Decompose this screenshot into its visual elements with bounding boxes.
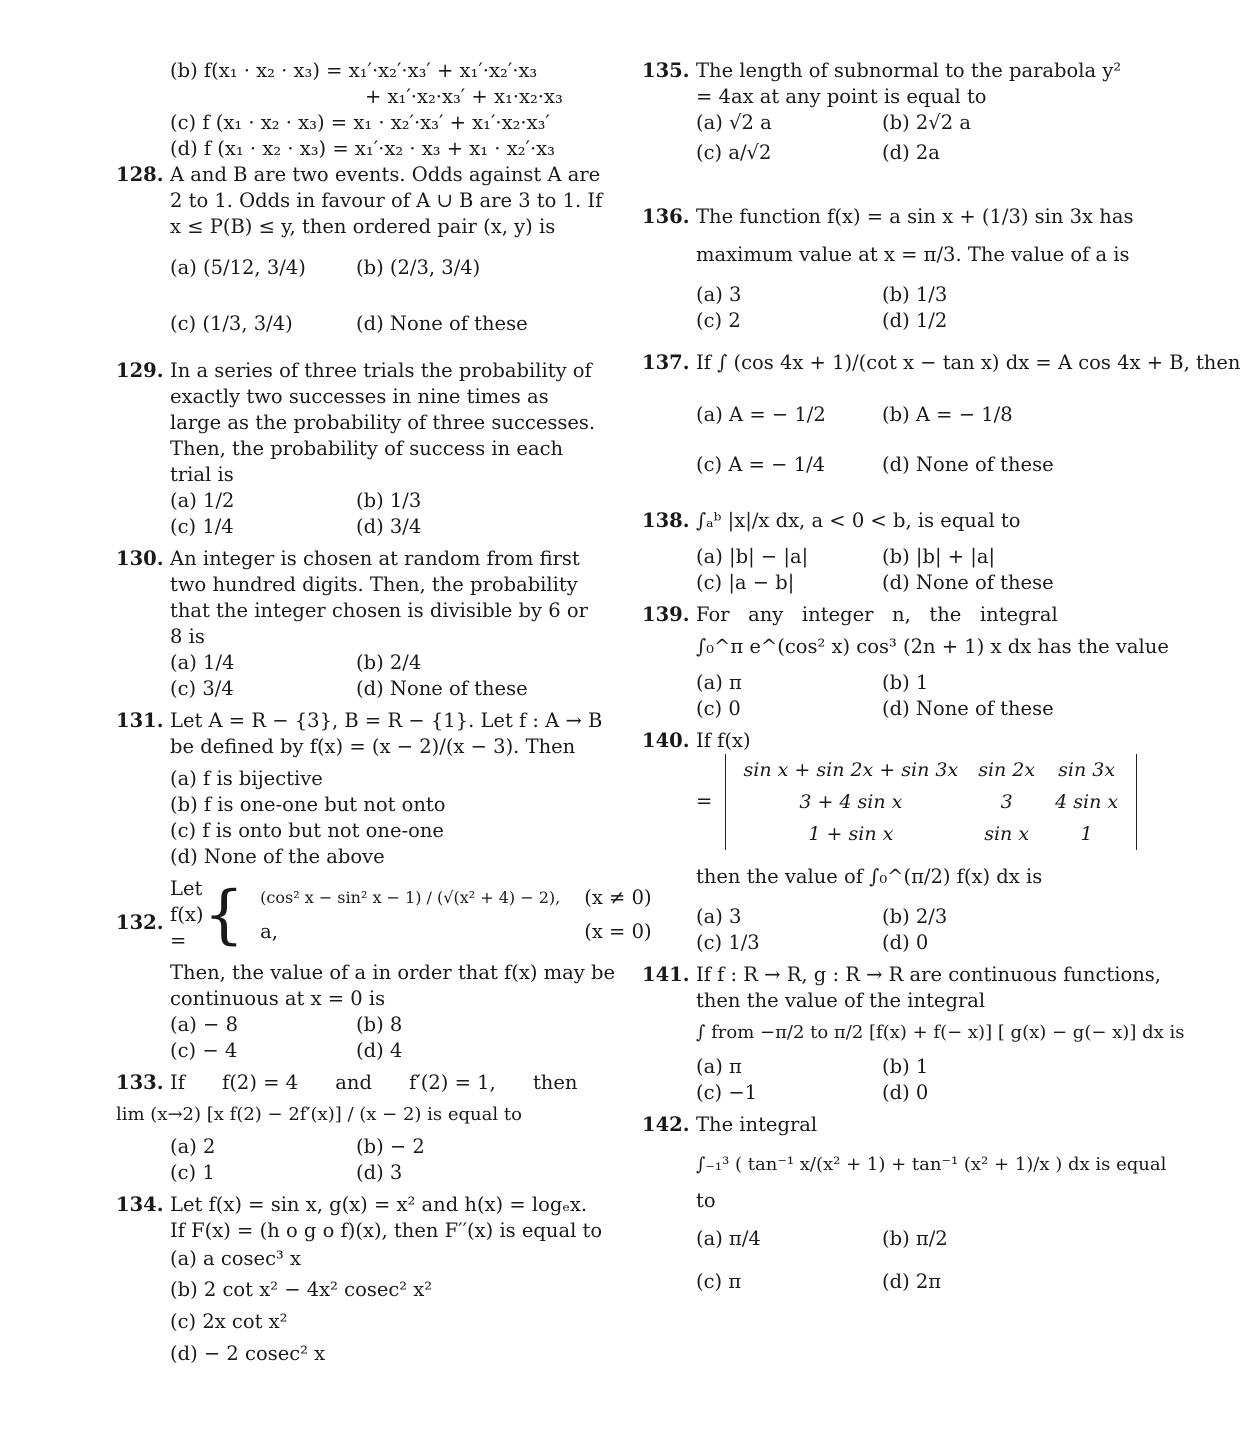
options xyxy=(696,544,1134,596)
question-stem-continued: then the value of ∫₀^(π/2) f(x) dx is xyxy=(696,865,1043,888)
option-b: (b) 2/4 xyxy=(356,651,422,674)
option-a: (a) (5/12, 3/4) xyxy=(170,256,306,279)
right-column xyxy=(642,58,1240,1300)
options xyxy=(696,1054,1184,1106)
option-b: (b) 1/3 xyxy=(882,283,948,306)
options xyxy=(170,650,604,702)
question-stem: If f(2) = 4 and f′(2) = 1, then xyxy=(170,1071,578,1094)
options xyxy=(696,1214,1166,1300)
option-a: (a) √2 a xyxy=(696,111,772,134)
question-number: 131. xyxy=(116,709,164,732)
options xyxy=(696,282,1134,334)
question-138 xyxy=(642,496,1134,596)
option-c: (c) (1/3, 3/4) xyxy=(170,312,293,335)
option-d: (d) 4 xyxy=(356,1039,403,1062)
question-131 xyxy=(116,708,604,870)
option-b: (b) f is one-one but not onto xyxy=(170,793,446,816)
option-d: (d) None of these xyxy=(882,571,1054,594)
option-c: (c) π xyxy=(696,1270,742,1293)
option-a: (a) 2 xyxy=(170,1135,216,1158)
det-cell: sin x xyxy=(984,823,1030,845)
options xyxy=(696,670,1169,722)
case-condition: (x = 0) xyxy=(584,920,652,943)
option-d: (d) None of these xyxy=(882,697,1054,720)
equals-sign: = xyxy=(696,789,713,813)
question-128 xyxy=(116,162,604,352)
det-cell: sin 2x xyxy=(978,759,1036,781)
option-b: (b) 2/3 xyxy=(882,905,948,928)
option-a: (a) 1/2 xyxy=(170,489,235,512)
option-a: (a) 3 xyxy=(696,905,742,928)
option-b: (b) 1 xyxy=(882,1055,929,1078)
question-number: 137. xyxy=(642,351,690,374)
option-d: (d) 1/2 xyxy=(882,309,948,332)
option-c: (c) 2x cot x² xyxy=(170,1310,288,1333)
det-cell: sin 3x xyxy=(1058,759,1116,781)
case-condition: (x ≠ 0) xyxy=(584,886,652,909)
question-132 xyxy=(116,876,652,1064)
option-b: (b) |b| + |a| xyxy=(882,545,996,568)
option-d: (d) None of these xyxy=(356,312,528,335)
question-140 xyxy=(642,728,1134,956)
option-c: (c) 2 xyxy=(696,309,741,332)
options xyxy=(170,488,604,540)
option-d: (d) None of the above xyxy=(170,845,385,868)
option-a: (a) f is bijective xyxy=(170,767,323,790)
option-d: (d) f (x₁ · x₂ · x₃) = x₁′·x₂ · x₃ + x₁ · x₂′·x₃ xyxy=(170,137,555,160)
question-stem: If f(x) xyxy=(696,729,751,752)
integral-expression: ∫₀^π e^(cos² x) cos³ (2n + 1) x dx has the value xyxy=(696,635,1169,658)
option-d: (d) 0 xyxy=(882,1081,929,1104)
option-c: (c) −1 xyxy=(696,1081,758,1104)
question-number: 133. xyxy=(116,1071,164,1094)
option-c: (c) 1 xyxy=(170,1161,215,1184)
question-number: 140. xyxy=(642,729,690,752)
question-stem: Let A = R − {3}, B = R − {1}. Let f : A → B be defined by f(x) = (x − 2)/(x − 3). Then xyxy=(170,709,603,758)
option-b: (b) 8 xyxy=(356,1013,403,1036)
question-133 xyxy=(116,1070,604,1186)
piecewise-definition xyxy=(170,876,664,954)
question-137 xyxy=(642,340,1240,490)
option-a: (a) a cosec³ x xyxy=(170,1247,302,1270)
option-c: (c) 1/3 xyxy=(696,931,760,954)
option-d: (d) 3 xyxy=(356,1161,403,1184)
option-a: (a) |b| − |a| xyxy=(696,545,809,568)
question-135 xyxy=(642,58,1134,184)
question-130 xyxy=(116,546,604,702)
option-c: (c) f (x₁ · x₂ · x₃) = x₁ · x₂′·x₃′ + x₁′·x₂·x₃′ xyxy=(170,111,550,134)
left-brace-icon: { xyxy=(203,878,245,952)
option-d: (d) − 2 cosec² x xyxy=(170,1342,326,1365)
option-a: (a) π xyxy=(696,1055,742,1078)
det-cell: sin x + sin 2x + sin 3x xyxy=(743,759,959,781)
case-expression: (cos² x − sin² x − 1) / (√(x² + 4) − 2), xyxy=(260,888,561,907)
option-d: (d) 2a xyxy=(882,141,940,164)
question-134 xyxy=(116,1192,604,1370)
question-stem-continued: to xyxy=(696,1189,716,1212)
question-number: 128. xyxy=(116,163,164,186)
option-c: (c) 1/4 xyxy=(170,515,234,538)
question-141 xyxy=(642,962,1185,1106)
option-a: (a) A = − 1/2 xyxy=(696,403,826,426)
option-c: (c) |a − b| xyxy=(696,571,795,594)
det-cell: 3 + 4 sin x xyxy=(799,791,903,813)
question-number: 142. xyxy=(642,1113,690,1136)
question-139 xyxy=(642,602,1169,722)
options xyxy=(170,240,604,352)
option-c: (c) a/√2 xyxy=(696,141,772,164)
option-b: (b) 1 xyxy=(882,671,929,694)
option-b: (b) 2√2 a xyxy=(882,111,971,134)
question-number: 136. xyxy=(642,205,690,228)
question-stem: The integral xyxy=(696,1113,818,1136)
question-number: 139. xyxy=(642,603,690,626)
option-b: (b) f(x₁ · x₂ · x₃) = x₁′·x₂′·x₃′ + x₁′·x₂′·x₃ xyxy=(170,59,538,82)
determinant xyxy=(725,754,1138,850)
option-d: (d) 2π xyxy=(882,1270,942,1293)
question-stem: An integer is chosen at random from first two hundred digits. Then, the probability that the integer chosen is divisible by 6 or 8 is xyxy=(170,547,588,648)
option-a: (a) π xyxy=(696,671,742,694)
question-stem: The function f(x) = a sin x + (1/3) sin 3x has xyxy=(696,205,1134,228)
question-136 xyxy=(642,190,1134,334)
piecewise-cases xyxy=(248,881,663,949)
question-stem: Let f(x) = xyxy=(170,877,204,952)
integral-expression: ∫ from −π/2 to π/2 [f(x) + f(− x)] [ g(x) − g(− x)] dx is xyxy=(696,1022,1185,1043)
question-number: 134. xyxy=(116,1193,164,1216)
question-142 xyxy=(642,1112,1167,1300)
question-stem-continued: Then, the value of a in order that f(x) may be continuous at x = 0 is xyxy=(170,961,615,1010)
question-number: 129. xyxy=(116,359,164,382)
option-b-continued: + x₁′·x₂·x₃′ + x₁·x₂·x₃ xyxy=(365,85,563,108)
option-b: (b) 1/3 xyxy=(356,489,422,512)
option-b: (b) π/2 xyxy=(882,1227,948,1250)
question-stem: A and B are two events. Odds against A are 2 to 1. Odds in favour of A ∪ B are 3 to 1. If x ≤ P(B) ≤ y, then ordered pair (x, y) is xyxy=(170,163,603,238)
options xyxy=(170,1012,664,1064)
left-column xyxy=(116,58,652,1370)
option-a: (a) 3 xyxy=(696,283,742,306)
option-a: (a) − 8 xyxy=(170,1013,238,1036)
options xyxy=(696,390,1240,490)
question-number: 132. xyxy=(116,911,164,934)
question-stem: In a series of three trials the probability of exactly two successes in nine times as large as the probability of three successes. Then, the probability of success in each trial is xyxy=(170,359,596,486)
option-b: (b) A = − 1/8 xyxy=(882,403,1013,426)
question-127-continuation xyxy=(116,58,604,162)
question-number: 130. xyxy=(116,547,164,570)
option-c: (c) 3/4 xyxy=(170,677,234,700)
option-c: (c) f is onto but not one-one xyxy=(170,819,444,842)
option-d: (d) 3/4 xyxy=(356,515,422,538)
question-stem: Let f(x) = sin x, g(x) = x² and h(x) = logₑx. If F(x) = (h o g o f)(x), then F′′(x) is equal to xyxy=(170,1193,603,1242)
option-d: (d) None of these xyxy=(882,453,1054,476)
question-stem: The length of subnormal to the parabola y² = 4ax at any point is equal to xyxy=(696,59,1122,108)
det-cell: 1 + sin x xyxy=(808,823,894,845)
option-a: (a) π/4 xyxy=(696,1227,761,1250)
integral-expression: ∫₋₁³ ( tan⁻¹ x/(x² + 1) + tan⁻¹ (x² + 1)/x ) dx is equal xyxy=(696,1154,1167,1175)
question-number xyxy=(116,58,170,162)
question-number: 135. xyxy=(642,59,690,82)
question-stem-continued: maximum value at x = π/3. The value of a is xyxy=(696,243,1130,266)
question-stem: If ∫ (cos 4x + 1)/(cot x − tan x) dx = A cos 4x + B, then xyxy=(696,351,1240,374)
question-129 xyxy=(116,358,604,540)
option-c: (c) A = − 1/4 xyxy=(696,453,826,476)
question-stem: For any integer n, the integral xyxy=(696,603,1058,626)
option-c: (c) 0 xyxy=(696,697,741,720)
option-b: (b) 2 cot x² − 4x² cosec² x² xyxy=(170,1278,433,1301)
det-cell: 1 xyxy=(1080,823,1093,845)
question-number: 141. xyxy=(642,963,690,986)
question-stem: If f : R → R, g : R → R are continuous functions, then the value of the integral xyxy=(696,963,1161,1012)
option-d: (d) None of these xyxy=(356,677,528,700)
option-b: (b) − 2 xyxy=(356,1135,425,1158)
det-cell: 3 xyxy=(1000,791,1013,813)
option-b: (b) (2/3, 3/4) xyxy=(356,256,481,279)
options xyxy=(696,110,1134,184)
options xyxy=(696,904,1137,956)
det-cell: 4 sin x xyxy=(1055,791,1119,813)
determinant-equation xyxy=(696,754,1137,850)
question-stem: ∫ₐᵇ |x|/x dx, a < 0 < b, is equal to xyxy=(696,509,1021,532)
options xyxy=(170,1134,604,1186)
limit-expression: lim (x→2) [x f(2) − 2f′(x)] / (x − 2) is equal to xyxy=(116,1104,522,1125)
option-a: (a) 1/4 xyxy=(170,651,235,674)
option-c: (c) − 4 xyxy=(170,1039,238,1062)
option-d: (d) 0 xyxy=(882,931,929,954)
question-number: 138. xyxy=(642,509,690,532)
case-expression: a, xyxy=(260,920,278,943)
